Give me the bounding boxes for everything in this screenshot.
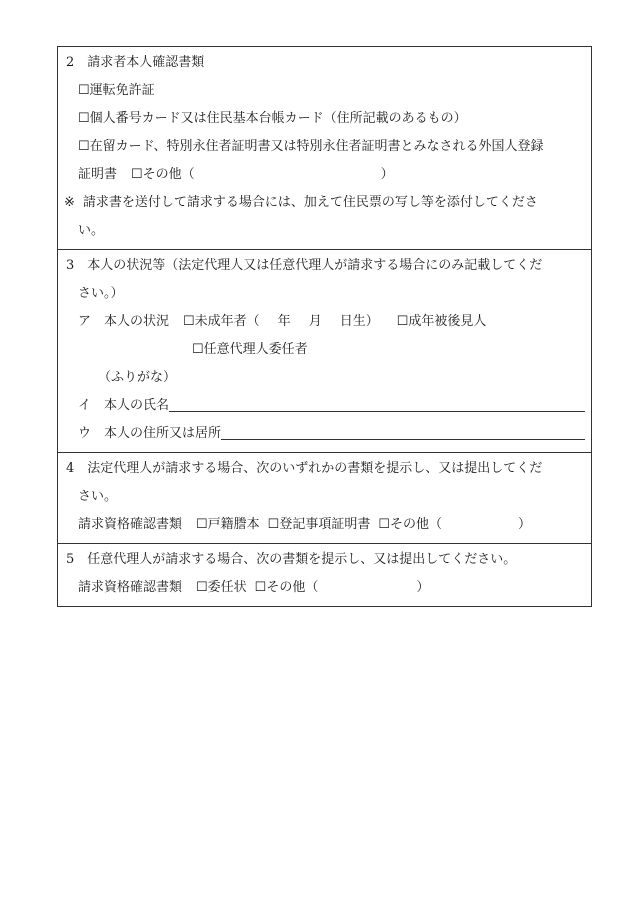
checkbox-power-of-attorney[interactable]: ☐委任状 (196, 580, 247, 595)
checkbox-residence-card[interactable]: ☐在留カード、特別永住者証明書又は特別永住者証明書とみなされる外国人登録 (78, 139, 544, 154)
furigana-label: （ふりがな） (98, 370, 177, 385)
residence-card-continued: 証明書 (78, 167, 118, 182)
section5-heading: 5 任意代理人が請求する場合、次の書類を提示し、又は提出してください。 (66, 552, 517, 567)
note-mark: ※ (64, 195, 75, 210)
principal-address-row (64, 420, 585, 448)
section-requester-id-documents (58, 47, 591, 249)
status-row (64, 308, 585, 336)
section4-docs-row (64, 511, 585, 539)
checkbox-section5-other[interactable]: ☐その他（ (254, 580, 319, 595)
checkbox-other[interactable]: ☐その他（ (131, 167, 195, 182)
checkbox-voluntary-proxy-principal[interactable]: ☐任意代理人委任者 (192, 342, 308, 357)
section-voluntary-agent (58, 543, 591, 606)
section4-docs-label: 請求資格確認書類 (78, 517, 183, 532)
section4-other-close: ） (517, 517, 531, 532)
note-line1: 請求書を送付して請求する場合には、加えて住民票の写し等を添付してくださ (82, 195, 538, 210)
principal-name-label: イ 本人の氏名 (78, 398, 170, 413)
other-close-paren: ） (380, 167, 394, 182)
checkbox-adult-ward[interactable]: ☐成年被後見人 (396, 314, 487, 329)
principal-address-field[interactable] (221, 423, 585, 440)
principal-address-label: ウ 本人の住所又は居所 (78, 426, 222, 441)
section-legal-representative (58, 452, 591, 543)
birth-month-label: 月 (308, 314, 322, 329)
section5-other-close: ） (416, 580, 430, 595)
section3-heading-line2: さい。） (78, 286, 124, 301)
checkbox-minor[interactable]: ☐未成年者（ (183, 314, 260, 329)
note-line2: い。 (78, 223, 105, 238)
status-label: ア 本人の状況 (78, 314, 170, 329)
section3-heading-line1: 3 本人の状況等（法定代理人又は任意代理人が請求する場合にのみ記載してくだ (66, 258, 543, 273)
section4-heading-line2: さい。 (78, 489, 118, 504)
birth-year-label: 年 (277, 314, 291, 329)
section-principal-status (58, 249, 591, 452)
section5-docs-label: 請求資格確認書類 (78, 580, 183, 595)
checkbox-mynumber-card[interactable]: ☐個人番号カード又は住民基本台帳カード（住所記載のあるもの） (78, 111, 467, 126)
checkbox-family-register[interactable]: ☐戸籍謄本 (196, 517, 260, 532)
section4-heading-line1: 4 法定代理人が請求する場合、次のいずれかの書類を提示し、又は提出してくだ (66, 461, 543, 476)
checkbox-section4-other[interactable]: ☐その他（ (378, 517, 442, 532)
section2-other-row (64, 161, 585, 189)
section2-note (64, 189, 585, 245)
request-form-table (57, 46, 592, 607)
principal-name-field[interactable] (169, 395, 585, 412)
section2-heading: 2 請求者本人確認書類 (66, 55, 205, 70)
section5-docs-row (64, 574, 585, 602)
checkbox-registry-certificate[interactable]: ☐登記事項証明書 (267, 517, 371, 532)
birth-day-label: 日生） (339, 314, 379, 329)
principal-name-row (64, 392, 585, 420)
checkbox-drivers-license[interactable]: ☐運転免許証 (78, 83, 155, 98)
